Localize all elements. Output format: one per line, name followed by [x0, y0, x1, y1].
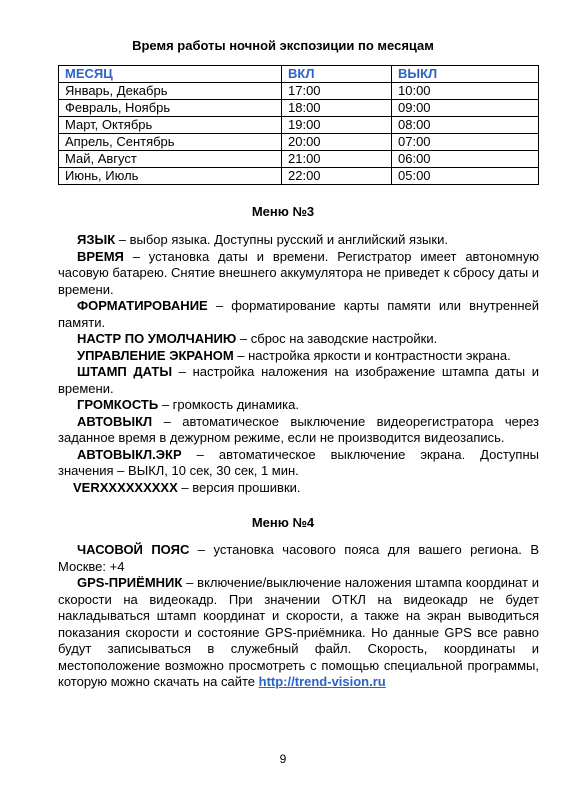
item-desc: – автоматическое выключение видеорегистратора через заданное время в дежурном режиме, если не производится видеозапись. — [58, 413, 539, 445]
header-month: МЕСЯЦ — [59, 66, 282, 83]
menu3-item — [58, 397, 539, 414]
cell-on: 22:00 — [282, 168, 392, 185]
item-term: УПРАВЛЕНИЕ ЭКРАНОМ — [77, 347, 234, 363]
item-desc: – версия прошивки. — [177, 479, 301, 495]
item-desc: – установка даты и времени. Регистратор имеет автономную часовую батарею. Снятие внешнего аккумулятора не приведет к сбросу даты и времени. — [58, 248, 539, 297]
item-term: VERXXXXXXXXX — [73, 479, 178, 495]
cell-month: Февраль, Ноябрь — [59, 100, 282, 117]
cell-month: Июнь, Июль — [59, 168, 282, 185]
table-header-row — [59, 66, 539, 83]
menu4-item — [58, 542, 539, 575]
item-term: ШТАМП ДАТЫ — [77, 364, 173, 379]
item-desc: – громкость динамика. — [158, 397, 299, 412]
item-desc: – автоматическое выключение экрана. Доступны значения – ВЫКЛ, 10 сек, 30 сек, 1 мин. — [58, 446, 539, 478]
cell-off: 10:00 — [392, 83, 539, 100]
cell-month: Май, Август — [59, 151, 282, 168]
item-term: ГРОМКОСТЬ — [77, 397, 159, 412]
table-row — [59, 151, 539, 168]
menu3-item — [58, 348, 539, 365]
cell-month: Апрель, Сентябрь — [59, 134, 282, 151]
item-term: ЯЗЫК — [77, 232, 116, 247]
menu3-item — [58, 298, 539, 331]
item-term: НАСТР ПО УМОЛЧАНИЮ — [77, 331, 237, 346]
menu3-item — [58, 232, 539, 249]
page-number: 9 — [279, 752, 287, 766]
item-desc: – форматирование карты памяти или внутренней памяти. — [58, 298, 539, 330]
menu3-item — [58, 447, 539, 480]
cell-off: 08:00 — [392, 117, 539, 134]
item-term: ЧАСОВОЙ ПОЯС — [77, 542, 190, 557]
item-term: ВРЕМЯ — [77, 248, 124, 264]
table-row — [59, 117, 539, 134]
item-desc: – настройка наложения на изображение штампа даты и времени. — [58, 364, 539, 396]
table-row — [59, 83, 539, 100]
menu3-item — [58, 480, 539, 497]
menu3-heading: Меню №3 — [251, 204, 315, 219]
menu3-body — [58, 232, 539, 496]
page-title: Время работы ночной экспозиции по месяцам — [132, 38, 434, 53]
cell-off: 07:00 — [392, 134, 539, 151]
item-desc: – сброс на заводские настройки. — [236, 331, 438, 346]
item-term: GPS-ПРИЁМНИК — [77, 575, 183, 590]
item-desc: – включение/выключение наложения штампа координат и скорости на видеокадр. При значении ОТКЛ на видеокадр не будет накладываться штамп координат и скорости, а также на экран выводиться показания скорости и состояние GPS-приёмника. Но данные GPS все равно будут записываться в служебный файл. Скорость, координаты и местоположение возможно просмотреть с помощью специальной программы, которую можно скачать на сайте — [58, 575, 539, 689]
item-desc: – настройка яркости и контрастности экрана. — [233, 347, 511, 363]
menu4-body — [58, 542, 539, 691]
cell-on: 17:00 — [282, 83, 392, 100]
menu3-item — [58, 364, 539, 397]
cell-month: Март, Октябрь — [59, 117, 282, 134]
menu3-item — [58, 249, 539, 299]
table-row — [59, 168, 539, 185]
header-off: ВЫКЛ — [392, 66, 539, 83]
cell-off: 06:00 — [392, 151, 539, 168]
trend-vision-link[interactable]: http://trend-vision.ru — [258, 674, 386, 689]
table-row — [59, 134, 539, 151]
item-desc: – установка часового пояса для вашего региона. В Москве: +4 — [58, 542, 540, 574]
item-term: ФОРМАТИРОВАНИЕ — [77, 298, 208, 313]
header-on: ВКЛ — [282, 66, 392, 83]
table-row — [59, 100, 539, 117]
menu4-item — [58, 575, 539, 691]
cell-off: 09:00 — [392, 100, 539, 117]
cell-on: 21:00 — [282, 151, 392, 168]
cell-on: 18:00 — [282, 100, 392, 117]
cell-on: 20:00 — [282, 134, 392, 151]
cell-off: 05:00 — [392, 168, 539, 185]
cell-on: 19:00 — [282, 117, 392, 134]
menu3-item — [58, 414, 539, 447]
item-term: АВТОВЫКЛ.ЭКР — [77, 446, 182, 462]
item-term: АВТОВЫКЛ — [77, 413, 153, 429]
night-exposure-table — [58, 65, 539, 185]
item-desc: – выбор языка. Доступны русский и английский языки. — [115, 232, 448, 247]
menu4-heading: Меню №4 — [251, 515, 315, 530]
cell-month: Январь, Декабрь — [59, 83, 282, 100]
menu3-item — [58, 331, 539, 348]
